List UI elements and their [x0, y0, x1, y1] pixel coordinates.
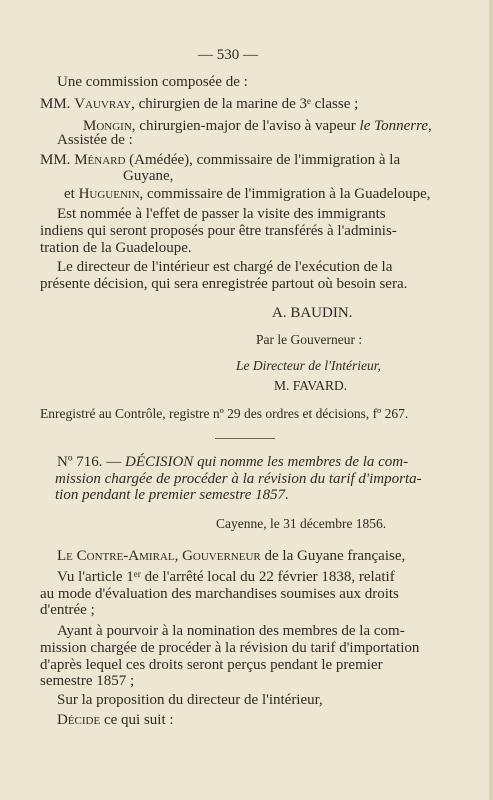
considerant-line: mission chargée de procéder à la révision du tarif d'importation [40, 640, 420, 656]
considerant-line: semestre 1857 ; [40, 673, 135, 689]
member-desc: , chirurgien de la marine de 3ᵉ classe ; [131, 96, 359, 112]
mission-line: Est nommée à l'effet de passer la visite des immigrants [57, 206, 386, 222]
member-name: Ménard [74, 152, 126, 168]
member-desc: (Amédée), commissaire de l'immigration à la [125, 152, 401, 168]
decision-heading-line: mission chargée de procéder à la révision du tarif d'importa- [55, 471, 422, 487]
considerant-line: d'après lequel ces droits seront perçus pendant le premier [40, 657, 383, 673]
member-vauvray [40, 95, 358, 113]
member-title: MM. [40, 152, 71, 168]
considerant-line: d'entrée ; [40, 602, 95, 618]
place-date: Cayenne, le 31 décembre 1856. [216, 516, 387, 531]
decision-heading-line: tion pendant le premier semestre 1857. [55, 487, 289, 503]
signature-by: Par le Gouverneur : [256, 332, 363, 347]
proposal-line: Sur la proposition du directeur de l'intérieur, [57, 692, 323, 708]
considerant-line: au mode d'évaluation des marchandises soumises aux droits [40, 586, 399, 602]
issuer: Le Contre-Amiral, Gouverneur de la Guyane française, [57, 548, 406, 564]
member-desc: , commissaire de l'immigration à la Guadeloupe, [139, 186, 431, 202]
decision-label: DÉCISION [124, 454, 194, 470]
execution-line: présente décision, qui sera enregistrée partout où besoin sera. [40, 276, 408, 292]
member-title: MM. [40, 96, 71, 112]
signature-officer: M. FAVARD. [274, 378, 348, 393]
page-edge [489, 0, 493, 800]
considerant-line: Ayant à pourvoir à la nomination des membres de la com- [57, 623, 405, 639]
member-huguenin: et Huguenin, commissaire de l'immigration à la Guadeloupe, [64, 186, 431, 202]
member-mongin: Mongin, chirurgien-major de l'aviso à vapeur le Tonnerre, [83, 118, 432, 134]
member-desc: , chirurgien-major de l'aviso à vapeur [131, 118, 360, 134]
registration-note: Enregistré au Contrôle, registre nº 29 des ordres et décisions, fº 267. [40, 406, 409, 421]
execution-line: Le directeur de l'intérieur est chargé de l'exécution de la [57, 259, 393, 275]
mission-line: indiens qui seront proposés pour être transférés à l'adminis- [40, 223, 397, 239]
section-divider [215, 438, 275, 439]
page-number: — 530 — [198, 47, 258, 63]
member-menard-cont: Guyane, [123, 168, 174, 184]
assisted-heading: Assistée de : [57, 132, 133, 148]
considerant-line: Vu l'article 1ᵉʳ de l'arrêté local du 22 février 1838, relatif [57, 569, 395, 585]
member-name: Mongin [83, 118, 132, 134]
commission-intro: Une commission composée de : [57, 74, 248, 90]
decides-line: Décide ce qui suit : [57, 712, 174, 728]
member-name: Vauvray [74, 96, 132, 112]
ship-name: le Tonnerre [359, 118, 429, 134]
member-name: Huguenin [78, 186, 140, 202]
signature-name: A. BAUDIN. [272, 305, 353, 321]
decision-number: Nº 716. — [57, 454, 125, 470]
signature-role: Le Directeur de l'Intérieur, [236, 358, 381, 373]
mission-line: tration de la Guadeloupe. [40, 240, 192, 256]
member-menard [40, 151, 400, 169]
decides-word: Décide [57, 712, 101, 728]
decision-heading: Nº 716. — DÉCISION qui nomme les membres de la com- [57, 454, 409, 470]
